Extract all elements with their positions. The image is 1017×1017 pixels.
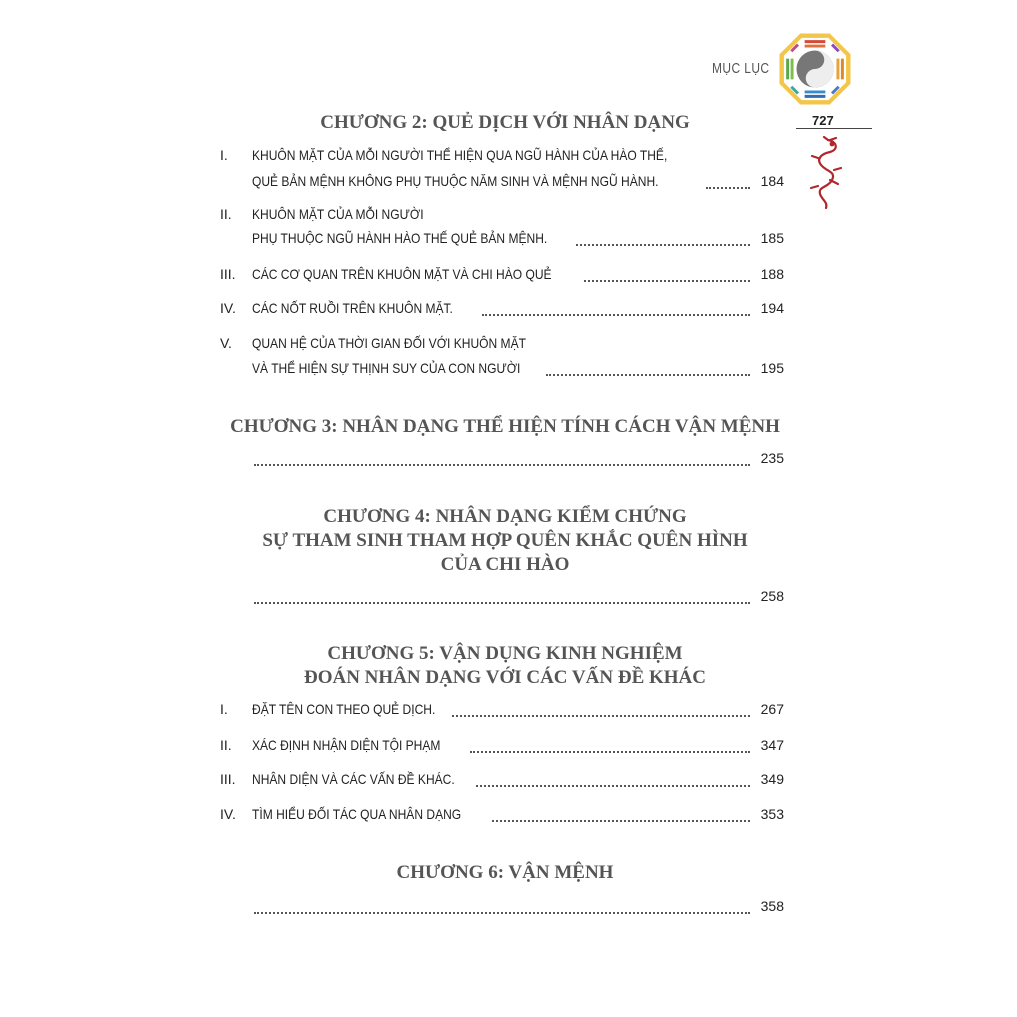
toc-entry[interactable]	[220, 588, 784, 608]
entry-number: III.	[220, 266, 236, 282]
chapter-2-title	[220, 111, 790, 135]
dot-leader	[254, 588, 750, 608]
toc-entry-line	[220, 206, 784, 226]
dot-leader	[584, 266, 750, 286]
chapter-5-title	[220, 642, 790, 690]
entry-text: TÌM HIỂU ĐỐI TÁC QUA NHÂN DẠNG	[252, 806, 462, 822]
toc-entry[interactable]	[220, 266, 784, 286]
entry-page: 194	[760, 300, 784, 316]
toc-entry[interactable]	[220, 450, 784, 470]
entry-text: QUẺ BẢN MỆNH KHÔNG PHỤ THUỘC NĂM SINH VÀ MỆNH NGŨ HÀNH.	[252, 173, 659, 189]
chapter-6-title	[220, 861, 790, 885]
chapter-4-title	[220, 505, 790, 577]
dot-leader	[470, 737, 750, 757]
chapter-title-line: CHƯƠNG 2: QUẺ DỊCH VỚI NHÂN DẠNG	[320, 112, 690, 133]
chapter-title-line: SỰ THAM SINH THAM HỢP QUÊN KHẮC QUÊN HÌNH	[262, 530, 748, 551]
dot-leader	[254, 898, 750, 918]
entry-page: 258	[760, 588, 784, 604]
toc-entry[interactable]	[220, 173, 784, 193]
entry-number: III.	[220, 771, 236, 787]
dot-leader	[452, 701, 750, 721]
entry-text: CÁC CƠ QUAN TRÊN KHUÔN MẶT VÀ CHI HÀO QUẺ	[252, 266, 552, 282]
entry-page: 184	[760, 173, 784, 189]
page-number: 727	[812, 113, 834, 128]
dot-leader	[706, 173, 750, 193]
chapter-3-title	[220, 415, 790, 439]
toc-entry[interactable]	[220, 300, 784, 320]
toc-entry-line	[220, 147, 784, 167]
toc-entry[interactable]	[220, 701, 784, 721]
entry-text: KHUÔN MẶT CỦA MỖI NGƯỜI THỂ HIỆN QUA NGŨ HÀNH CỦA HÀO THẾ,	[252, 147, 668, 163]
entry-page: 195	[760, 360, 784, 376]
chapter-title-line: CHƯƠNG 5: VẬN DỤNG KINH NGHIỆM	[327, 643, 683, 664]
entry-text: ĐẶT TÊN CON THEO QUẺ DỊCH.	[252, 701, 436, 717]
chapter-title-line: CHƯƠNG 3: NHÂN DẠNG THỂ HIỆN TÍNH CÁCH VẬN MỆNH	[230, 416, 780, 437]
dot-leader	[254, 450, 750, 470]
dot-leader	[476, 771, 750, 791]
chapter-title-line: CỦA CHI HÀO	[440, 554, 570, 575]
entry-text: XÁC ĐỊNH NHẬN DIỆN TỘI PHẠM	[252, 737, 441, 753]
toc-entry[interactable]	[220, 230, 784, 250]
entry-page: 347	[760, 737, 784, 753]
entry-page: 235	[760, 450, 784, 466]
entry-page: 353	[760, 806, 784, 822]
toc-entry[interactable]	[220, 771, 784, 791]
header-rule	[796, 128, 872, 129]
chapter-title-line: CHƯƠNG 4: NHÂN DẠNG KIỂM CHỨNG	[323, 506, 687, 527]
dot-leader	[546, 360, 750, 380]
entry-number: IV.	[220, 806, 236, 822]
toc-entry[interactable]	[220, 360, 784, 380]
entry-page: 185	[760, 230, 784, 246]
entry-number: V.	[220, 335, 232, 351]
entry-number: I.	[220, 701, 228, 717]
bagua-yin-yang-icon	[778, 32, 852, 106]
entry-page: 358	[760, 898, 784, 914]
toc-entry[interactable]	[220, 737, 784, 757]
entry-number: II.	[220, 737, 232, 753]
entry-text: KHUÔN MẶT CỦA MỖI NGƯỜI	[252, 206, 424, 222]
entry-number: II.	[220, 206, 232, 222]
toc-entry-line	[220, 335, 784, 355]
dragon-icon	[808, 136, 844, 210]
chapter-title-line: ĐOÁN NHÂN DẠNG VỚI CÁC VẤN ĐỀ KHÁC	[303, 667, 706, 688]
entry-text: NHÂN DIỆN VÀ CÁC VẤN ĐỀ KHÁC.	[252, 771, 455, 787]
section-label: MỤC LỤC	[712, 60, 770, 77]
entry-page: 349	[760, 771, 784, 787]
entry-number: IV.	[220, 300, 236, 316]
entry-number: I.	[220, 147, 228, 163]
toc-entry[interactable]	[220, 898, 784, 918]
toc-entry[interactable]	[220, 806, 784, 826]
dot-leader	[482, 300, 750, 320]
entry-page: 267	[760, 701, 784, 717]
dot-leader	[576, 230, 750, 250]
entry-page: 188	[760, 266, 784, 282]
entry-text: PHỤ THUỘC NGŨ HÀNH HÀO THẾ QUẺ BẢN MỆNH.	[252, 230, 548, 246]
dot-leader	[492, 806, 750, 826]
chapter-title-line: CHƯƠNG 6: VẬN MỆNH	[396, 862, 614, 883]
entry-text: CÁC NỐT RUỒI TRÊN KHUÔN MẶT.	[252, 300, 453, 316]
entry-text: VÀ THỂ HIỆN SỰ THỊNH SUY CỦA CON NGƯỜI	[252, 360, 521, 376]
entry-text: QUAN HỆ CỦA THỜI GIAN ĐỐI VỚI KHUÔN MẶT	[252, 335, 526, 351]
